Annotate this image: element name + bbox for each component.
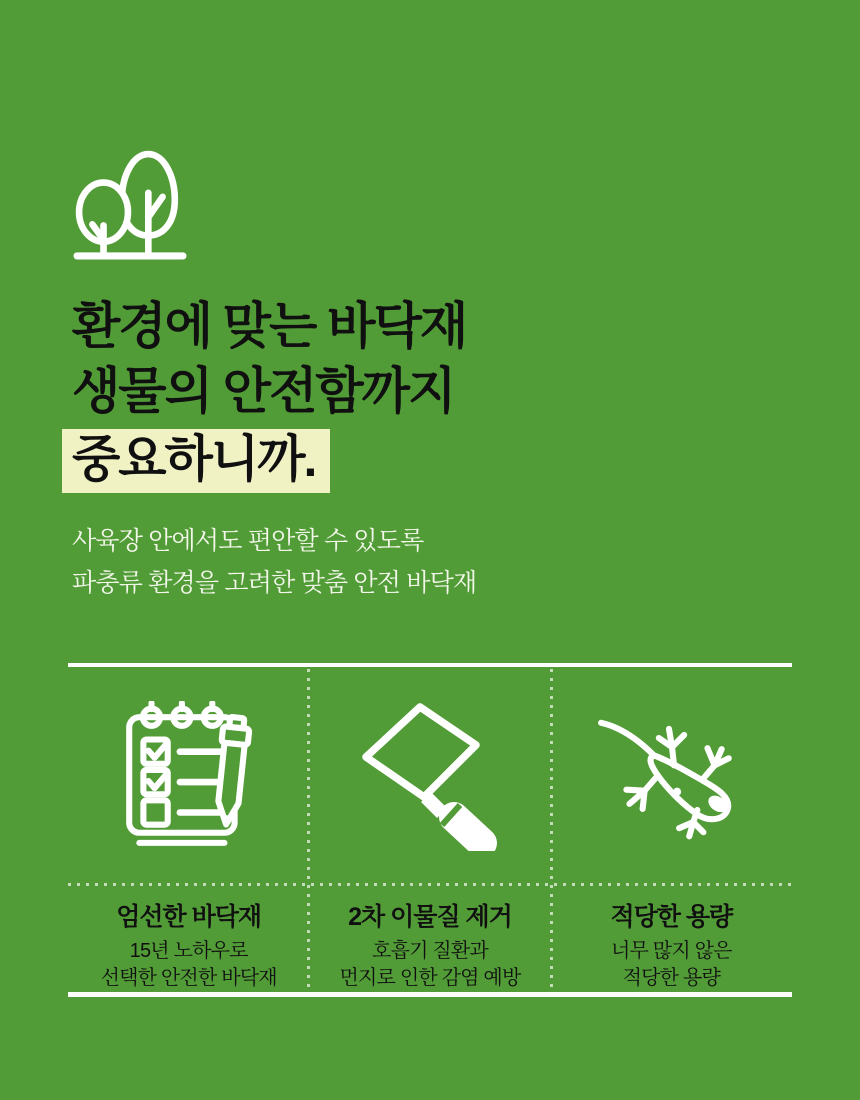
subtitle-line-1: 사육장 안에서도 편안할 수 있도록 [72,527,424,555]
feature-description: 호흡기 질환과 먼지로 인한 감염 예방 [339,940,521,989]
feature-description: 너무 많지 않은 적당한 용량 [611,940,732,989]
dotted-divider-vertical-2 [550,669,553,990]
feature-band [68,663,792,997]
feature-selected-substrate [68,667,309,992]
checklist-icon [123,701,255,851]
gecko-icon [595,712,747,840]
subtitle-line-2: 파충류 환경을 고려한 맞춤 안전 바닥재 [72,569,477,597]
feature-title: 엄선한 바닥재 [116,903,262,931]
headline-highlight: 중요하니까. [62,429,330,493]
headline-line-2: 생물의 안전함까지 [72,363,455,419]
trowel-icon [360,701,500,851]
feature-right-amount [551,667,792,992]
feature-title: 2차 이물질 제거 [348,903,512,931]
hero-subtitle [72,520,476,604]
feature-debris-removal [309,667,550,992]
trees-icon [72,148,188,260]
dotted-divider-vertical-1 [307,669,310,990]
headline-line-1: 환경에 맞는 바닥재 [72,298,467,354]
dotted-divider-horizontal [68,883,792,886]
headline-line-3 [72,427,476,493]
feature-title: 적당한 용량 [610,903,733,931]
hero-headline [72,294,476,493]
hero-section [72,148,476,604]
feature-description: 15년 노하우로 선택한 안전한 바닥재 [100,940,277,989]
